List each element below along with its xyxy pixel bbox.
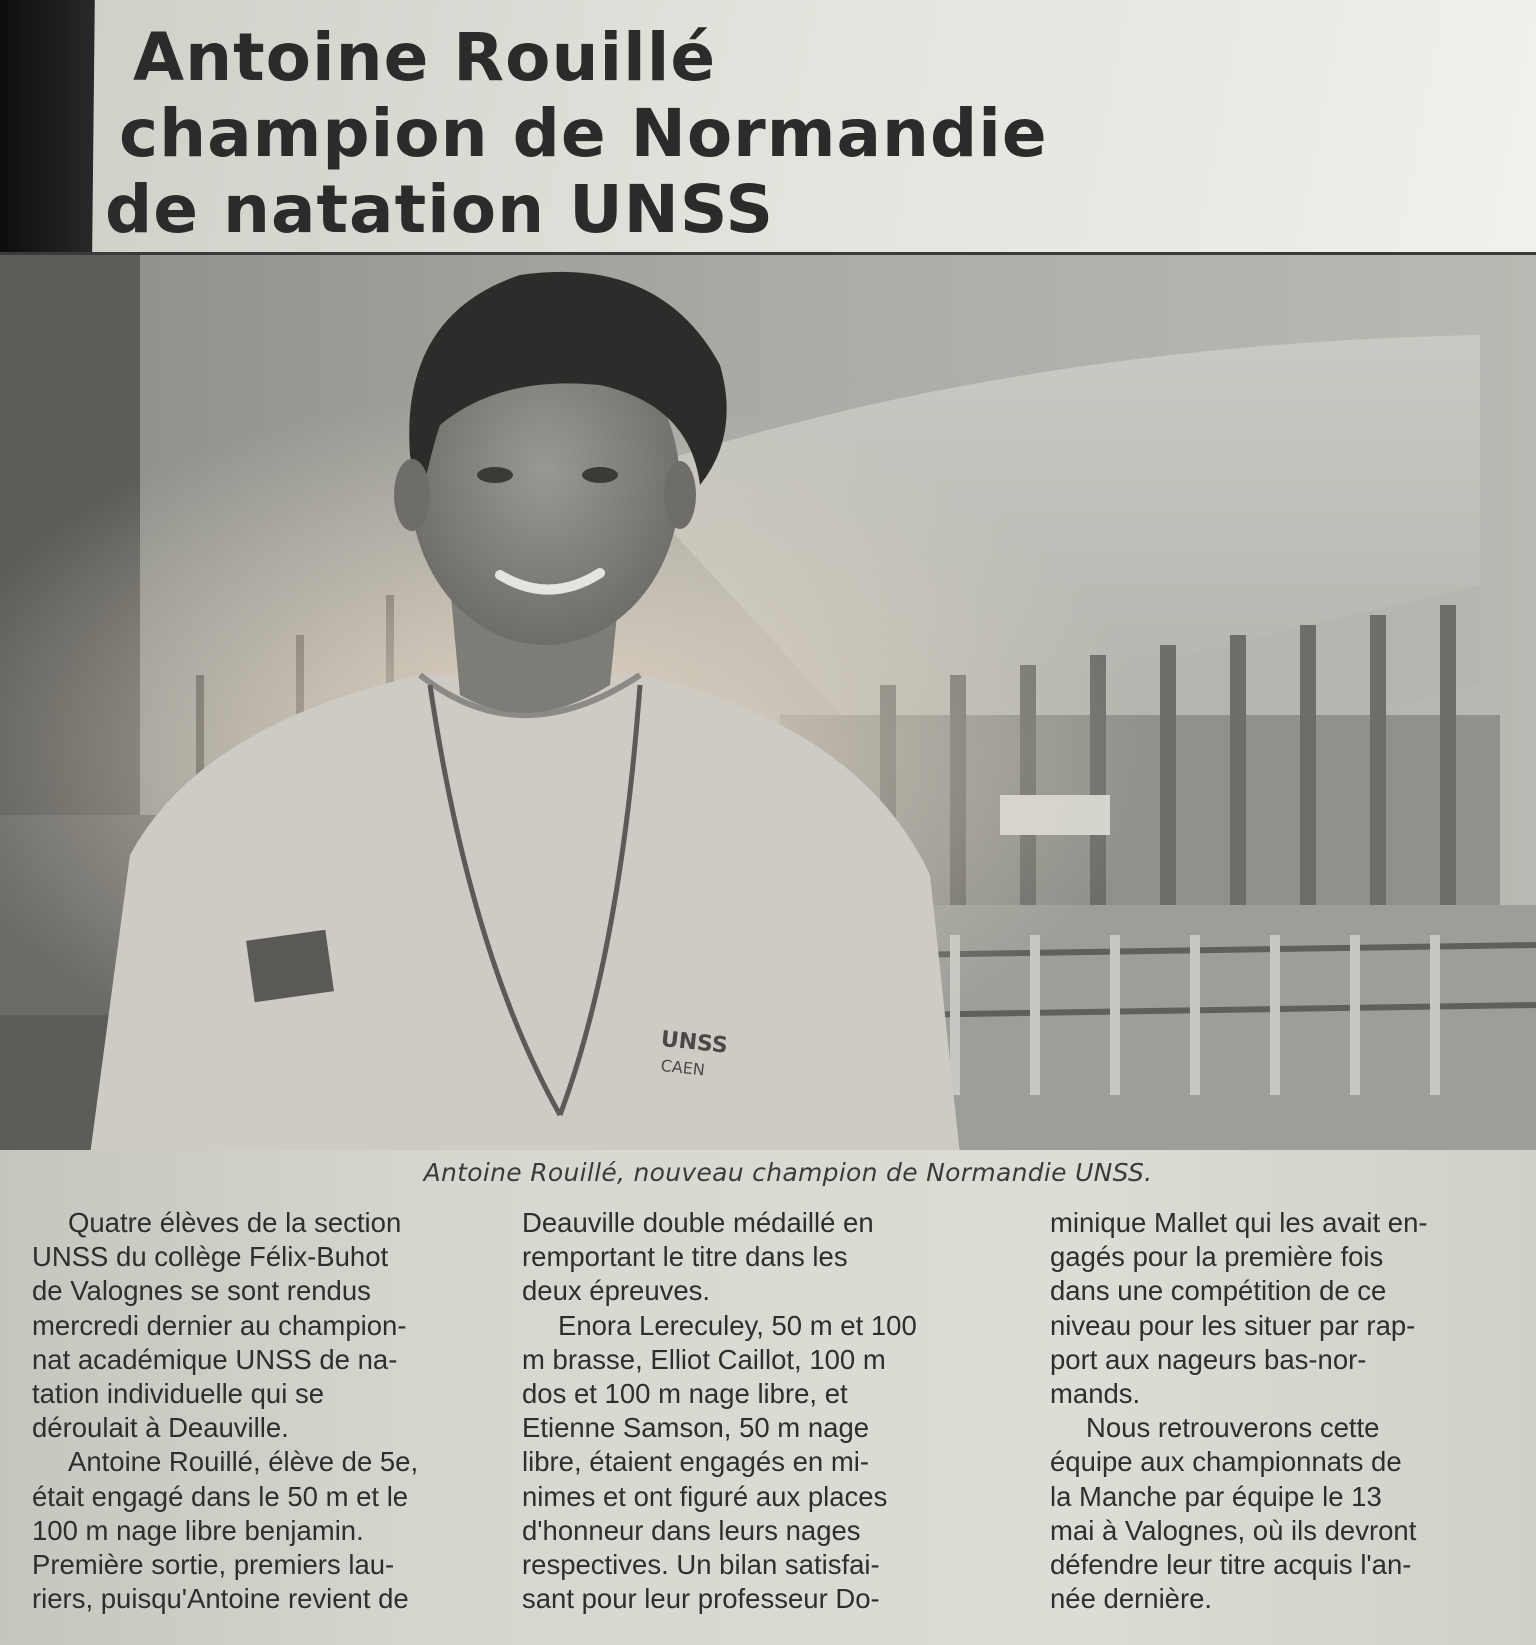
article-text-line: Deauville double médaillé en	[522, 1207, 874, 1238]
article-text-line: nimes et ont figuré aux places	[522, 1480, 888, 1512]
shirt-logo-caen: CAEN	[659, 1055, 706, 1080]
headline-line-1: Antoine Rouillé	[133, 19, 717, 96]
article-text-line: d'honneur dans leurs nages	[522, 1514, 861, 1546]
article-photo	[0, 252, 1536, 1155]
article-text-line: dos et 100 m nage libre, et	[522, 1378, 848, 1410]
article-text-line: deux épreuves.	[522, 1275, 711, 1307]
article-text-line: 100 m nage libre benjamin.	[32, 1514, 364, 1546]
photo-caption: Antoine Rouillé, nouveau champion de Normandie UNSS.	[423, 1158, 1153, 1187]
article-text-line: niveau pour les situer par rap-	[1050, 1309, 1416, 1341]
article-text-line: Antoine Rouillé, élève de 5e,	[68, 1446, 419, 1478]
shirt-logo-unss: UNSS	[659, 1026, 729, 1059]
article-text-line: tation individuelle qui se	[32, 1378, 324, 1410]
article-text-line: née dernière.	[1050, 1583, 1213, 1615]
article-text-line: mercredi dernier au champion-	[32, 1309, 407, 1341]
article-text-line: déroulait à Deauville.	[32, 1412, 289, 1444]
article-text-line: nat académique UNSS de na-	[32, 1343, 398, 1375]
article-text-line: gagés pour la première fois	[1050, 1241, 1384, 1273]
headline-line-2: champion de Normandie	[119, 95, 1048, 172]
article-text-line: défendre leur titre acquis l'an-	[1050, 1549, 1412, 1581]
article-text-line: la Manche par équipe le 13	[1050, 1480, 1382, 1512]
article-body	[20, 1206, 1520, 1645]
article-text-line: sant pour leur professeur Do-	[522, 1583, 880, 1615]
article-column-1	[32, 1206, 494, 1616]
article-text-line: libre, étaient engagés en mi-	[522, 1446, 870, 1478]
article-column-3	[1050, 1206, 1520, 1616]
article-text-line: Première sortie, premiers lau-	[32, 1549, 395, 1581]
article-text-line: UNSS du collège Félix-Buhot	[32, 1241, 389, 1273]
article-text-line: mands.	[1050, 1378, 1141, 1410]
article-text-line: Quatre élèves de la section	[68, 1207, 402, 1238]
newspaper-clipping-bottom	[0, 1150, 1536, 1645]
photo-swimmer-at-pool	[0, 255, 1536, 1155]
article-text-line: minique Mallet qui les avait en-	[1050, 1207, 1428, 1238]
article-text-line: Enora Lereculey, 50 m et 100	[558, 1309, 917, 1341]
article-text-line: riers, puisqu'Antoine revient de	[32, 1583, 409, 1615]
article-text-line: équipe aux championnats de	[1050, 1446, 1402, 1478]
article-text-line: respectives. Un bilan satisfai-	[522, 1549, 880, 1581]
article-text-line: de Valognes se sont rendus	[32, 1275, 371, 1307]
article-text-line: dans une compétition de ce	[1050, 1275, 1387, 1307]
article-text-line: était engagé dans le 50 m et le	[32, 1480, 409, 1512]
article-text-line: Etienne Samson, 50 m nage	[522, 1412, 870, 1444]
article-headline	[105, 20, 1205, 248]
article-text-line: port aux nageurs bas-nor-	[1050, 1343, 1367, 1375]
article-text-line: m brasse, Elliot Caillot, 100 m	[522, 1343, 886, 1375]
article-text-line: mai à Valognes, où ils devront	[1050, 1514, 1417, 1546]
article-text-line: Nous retrouverons cette	[1086, 1412, 1380, 1444]
article-text-line: remportant le titre dans les	[522, 1241, 848, 1273]
article-column-2	[522, 1206, 1000, 1616]
headline-line-3: de natation UNSS	[105, 171, 775, 248]
